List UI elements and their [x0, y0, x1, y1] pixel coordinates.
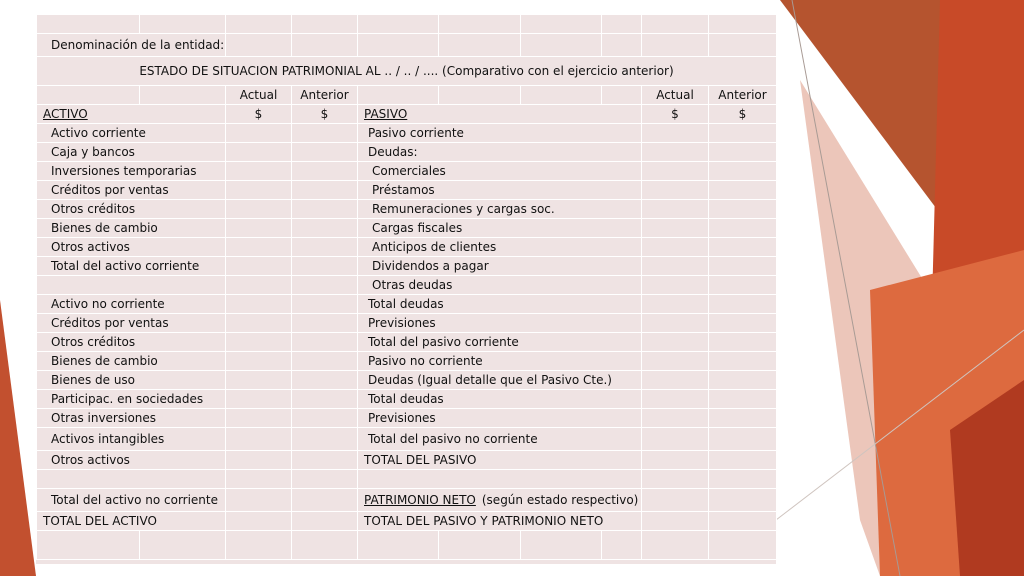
- pasivo-col-anterior: Anterior: [709, 86, 777, 105]
- activo-item: Bienes de cambio: [37, 219, 226, 238]
- activo-item: Otros créditos: [37, 200, 226, 219]
- activo-item: Total del activo corriente: [37, 257, 226, 276]
- pasivo-item: Total deudas: [358, 390, 642, 409]
- activo-item: Bienes de uso: [37, 371, 226, 390]
- activo-item: Activo corriente: [37, 124, 226, 143]
- patrimonio-neto-note: (según estado respectivo): [481, 493, 639, 507]
- pasivo-item: Previsiones: [358, 314, 642, 333]
- activo-item: Créditos por ventas: [37, 181, 226, 200]
- pasivo-heading: PASIVO: [358, 105, 642, 124]
- pasivo-item: [358, 489, 642, 512]
- pasivo-item: Remuneraciones y cargas soc.: [358, 200, 642, 219]
- pasivo-item: Pasivo no corriente: [358, 352, 642, 371]
- entity-label: Denominación de la entidad:: [37, 34, 226, 57]
- pasivo-item: Otras deudas: [358, 276, 642, 295]
- activo-item: Créditos por ventas: [37, 314, 226, 333]
- pasivo-item: Préstamos: [358, 181, 642, 200]
- statement-title: ESTADO DE SITUACION PATRIMONIAL AL .. / .. / .... (Comparativo con el ejercicio anterior): [37, 57, 777, 86]
- activo-item: Activos intangibles: [37, 428, 226, 451]
- total-activo: TOTAL DEL ACTIVO: [37, 512, 226, 531]
- pasivo-item: Dividendos a pagar: [358, 257, 642, 276]
- pasivo-item: Deudas:: [358, 143, 642, 162]
- activo-item: Otros créditos: [37, 333, 226, 352]
- pasivo-item: [358, 470, 642, 489]
- pasivo-item: Total del pasivo corriente: [358, 333, 642, 352]
- activo-item: Total del activo no corriente: [37, 489, 226, 512]
- activo-item: Otros activos: [37, 451, 226, 470]
- activo-item: Activo no corriente: [37, 295, 226, 314]
- activo-heading: ACTIVO: [37, 105, 226, 124]
- activo-item: [37, 276, 226, 295]
- activo-currency-anterior: $: [292, 105, 358, 124]
- pasivo-item: Previsiones: [358, 409, 642, 428]
- pasivo-item: Total deudas: [358, 295, 642, 314]
- pasivo-currency-actual: $: [642, 105, 709, 124]
- pasivo-item: Pasivo corriente: [358, 124, 642, 143]
- pasivo-item: Comerciales: [358, 162, 642, 181]
- pasivo-currency-anterior: $: [709, 105, 777, 124]
- patrimonio-neto-heading: PATRIMONIO NETO: [364, 493, 476, 507]
- activo-item: Participac. en sociedades: [37, 390, 226, 409]
- left-accent-shape: [0, 300, 36, 576]
- pasivo-col-actual: Actual: [642, 86, 709, 105]
- activo-currency-actual: $: [226, 105, 292, 124]
- blank-cell: [37, 15, 140, 34]
- pasivo-item: Anticipos de clientes: [358, 238, 642, 257]
- pasivo-item: TOTAL DEL PASIVO: [358, 451, 642, 470]
- activo-item: Inversiones temporarias: [37, 162, 226, 181]
- balance-sheet-table: [36, 14, 777, 560]
- activo-item: Caja y bancos: [37, 143, 226, 162]
- pasivo-item: Deudas (Igual detalle que el Pasivo Cte.): [358, 371, 642, 390]
- activo-item: Otros activos: [37, 238, 226, 257]
- total-pasivo-patrimonio: TOTAL DEL PASIVO Y PATRIMONIO NETO: [358, 512, 642, 531]
- activo-item: Otras inversiones: [37, 409, 226, 428]
- pasivo-item: Total del pasivo no corriente: [358, 428, 642, 451]
- activo-col-anterior: Anterior: [292, 86, 358, 105]
- activo-item: Bienes de cambio: [37, 352, 226, 371]
- activo-item: [37, 470, 226, 489]
- pasivo-item: Cargas fiscales: [358, 219, 642, 238]
- activo-col-actual: Actual: [226, 86, 292, 105]
